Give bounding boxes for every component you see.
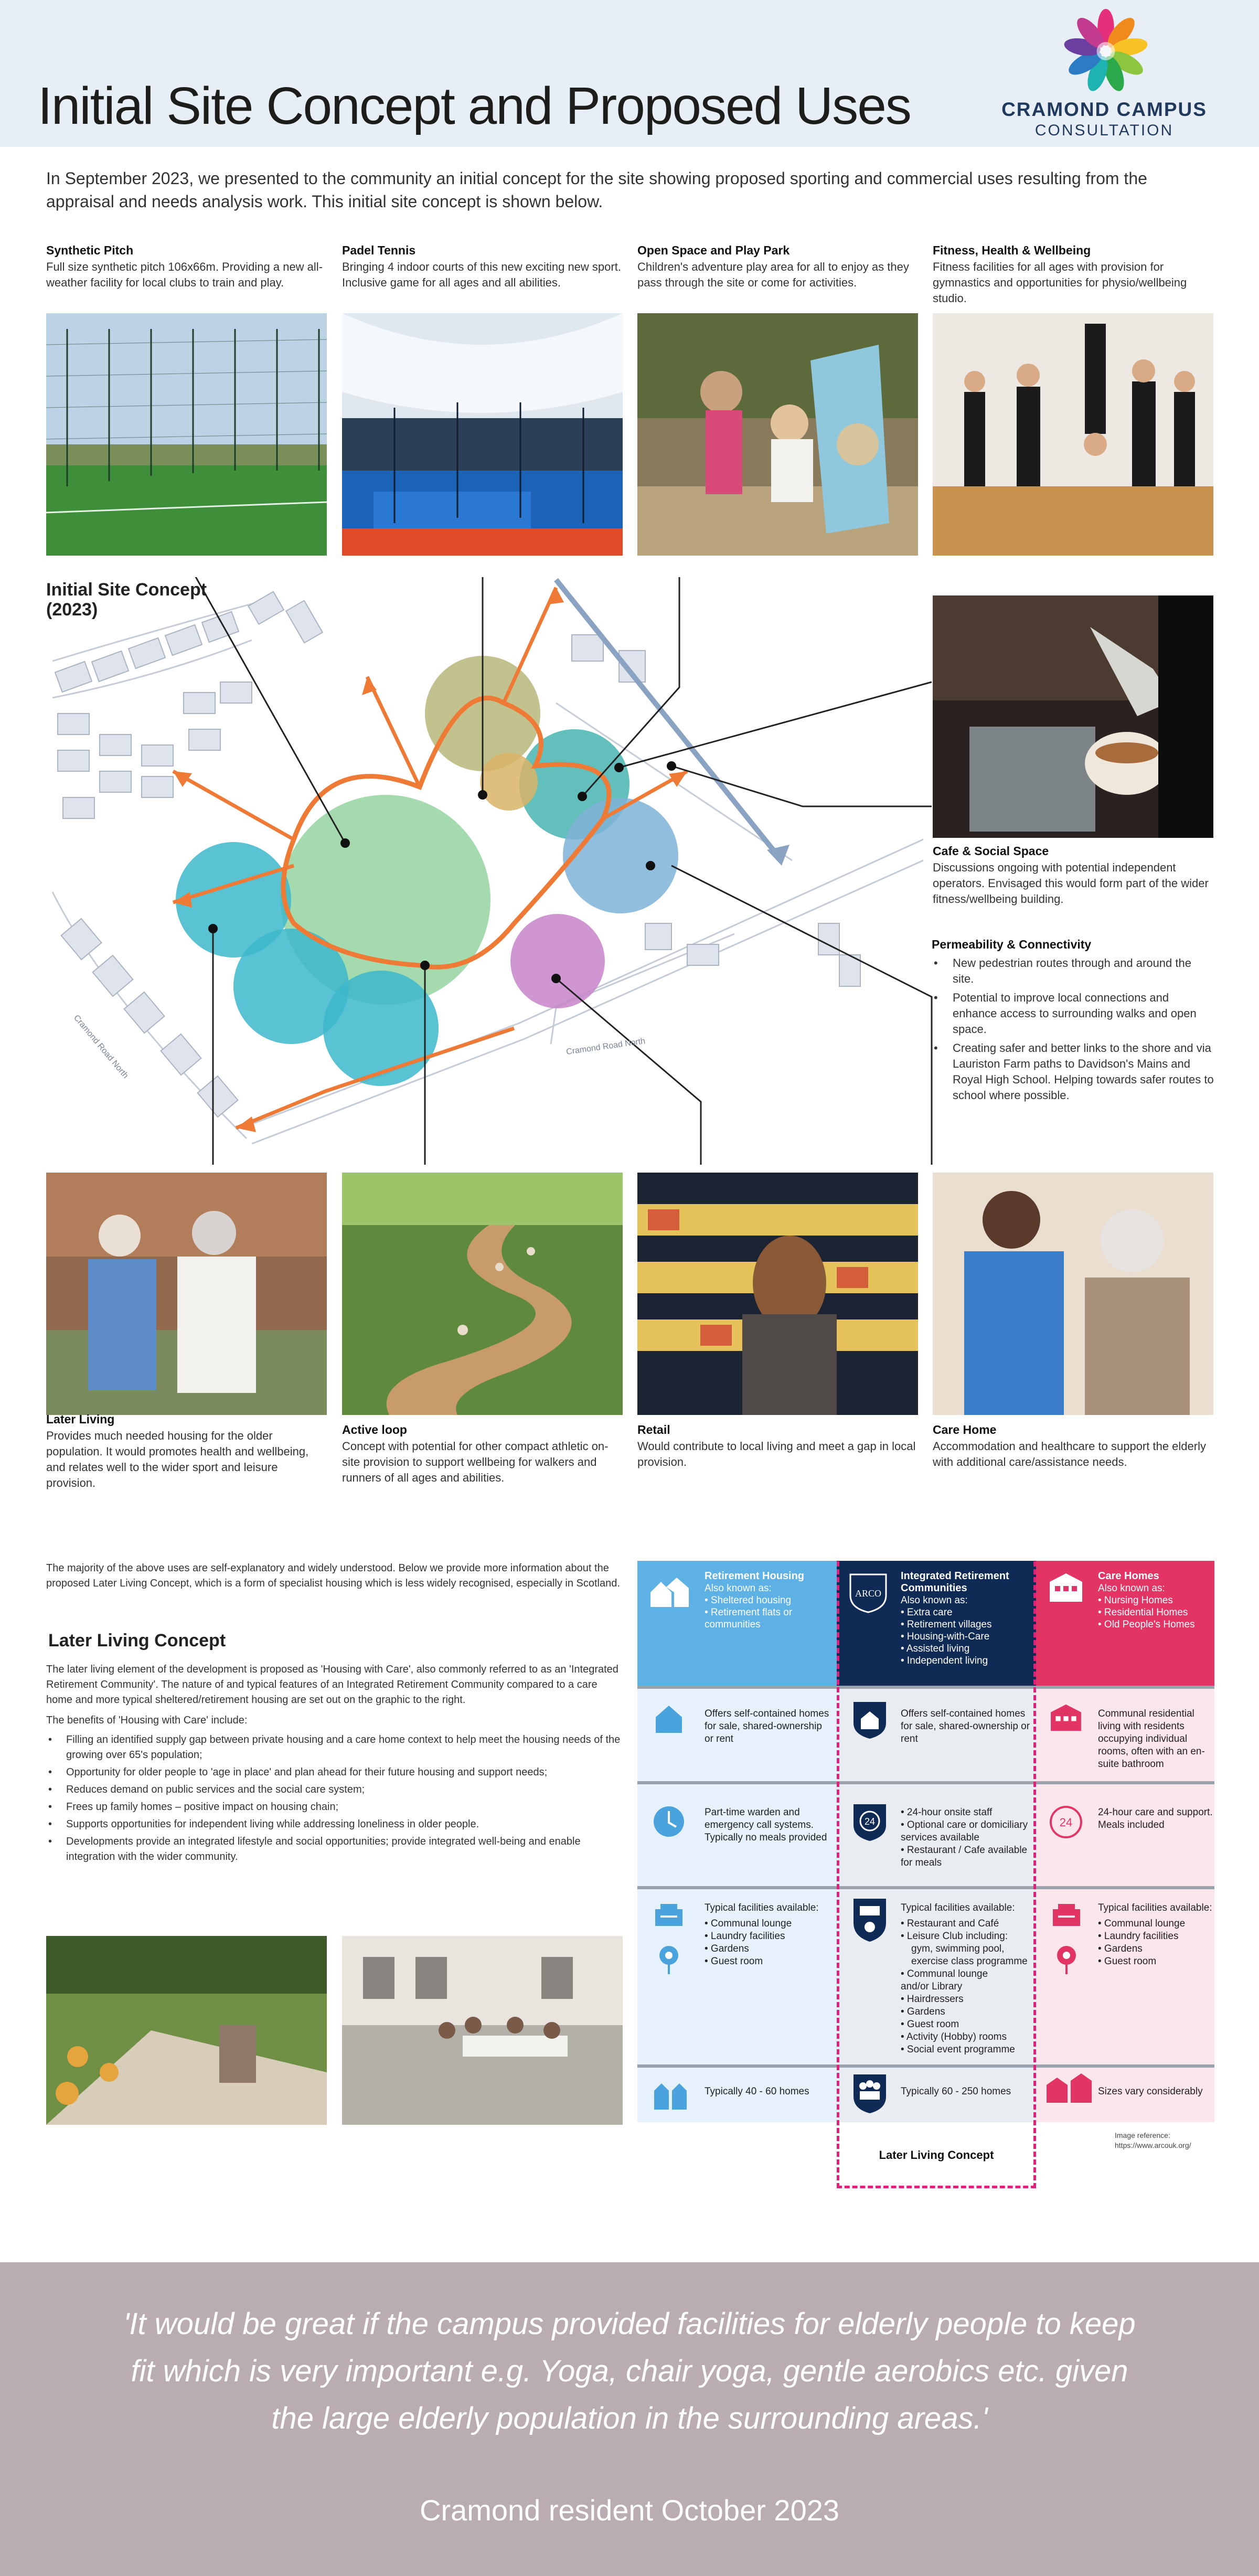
flower-logo-icon: [1056, 5, 1156, 97]
armchair-icon: [652, 1902, 686, 1928]
intro-text: In September 2023, we presented to the community an initial concept for the site showing proposed sporting and commercial uses resulting from the appraisal and needs analysis work. This initial site concept is shown below.: [46, 169, 1147, 211]
facility-item: • Social event programme: [901, 2044, 1015, 2055]
facilities-heading: Typical facilities available:: [1098, 1902, 1212, 1913]
use-text: Would contribute to local living and meet a gap in local provision.: [637, 1440, 916, 1468]
list-item: • Filling an identified supply gap between private housing and a care home context to help meet the housing needs of the growing over 65's population;: [46, 1732, 623, 1763]
list-item: • Potential to improve local connections and enhance access to surrounding walks and open space.: [932, 990, 1215, 1037]
page-title: Initial Site Concept and Proposed Uses: [38, 77, 911, 135]
quote-line: 'It would be great if the campus provided facilities for elderly people to keep: [123, 2307, 1136, 2341]
care-buildings-icon: [1045, 2072, 1093, 2104]
use-text: Concept with potential for other compact athletic on-site provision to support wellbeing for walkers and runners of all ages and abilities.: [342, 1440, 609, 1484]
column-retirement-housing: [637, 1561, 837, 2122]
column-care-homes: [1036, 1561, 1214, 2122]
column-aka: Also known as:: [705, 1583, 772, 1594]
brand-name: CRAMOND CAMPUS: [1001, 99, 1207, 120]
aka-item: • Old People's Homes: [1098, 1619, 1195, 1630]
photo-padel-tennis: [342, 313, 623, 556]
flower-icon: [654, 1944, 684, 1975]
use-text: Accommodation and healthcare to support the elderly with additional care/assistance needs.: [933, 1440, 1206, 1468]
care-building-icon: [1049, 1702, 1083, 1732]
later-living-body: [46, 1662, 623, 1867]
houses-icon: [648, 1571, 690, 1608]
concept-title-year: (2023): [46, 600, 98, 620]
use-text: Fitness facilities for all ages with provision for gymnastics and opportunities for physio/wellbeing studio.: [933, 260, 1187, 305]
aka-item: • Residential Homes: [1098, 1607, 1188, 1618]
road-label: Cramond Road North: [566, 1036, 646, 1057]
list-item: • Supports opportunities for independent living while addressing loneliness in older people.: [46, 1817, 623, 1832]
use-text: Discussions ongoing with potential independent operators. Envisaged this would form part of the wider fitness/wellbeing building.: [933, 861, 1209, 906]
photo-cafe: [933, 595, 1213, 838]
facility-item: • Guest room: [901, 2019, 959, 2030]
photo-play-park: [637, 313, 918, 556]
use-padel-tennis: [342, 242, 625, 291]
facility-item: • Communal lounge: [1098, 1918, 1186, 1929]
use-title: Fitness, Health & Wellbeing: [933, 243, 1091, 257]
later-living-title: Later Living Concept: [48, 1631, 226, 1651]
facility-item: • Gardens: [705, 1943, 749, 1954]
use-synthetic-pitch: [46, 242, 329, 291]
size-text: Typically 40 - 60 homes: [705, 2086, 809, 2097]
ownership-text: Offers self-contained homes for sale, shared-ownership or rent: [901, 1708, 1030, 1744]
use-retail: [637, 1422, 921, 1470]
facility-item: • Hairdressers: [901, 1994, 964, 2005]
later-living-para: The later living element of the development is proposed as 'Housing with Care', also commonly referred to as an 'Integrated Retirement Community'. The nature of and typical features of an Integrated Retirement Community compared to a care home and more typical sheltered/retirement housing are set out on the graphic to the right.: [46, 1664, 618, 1706]
facility-item: • Laundry facilities: [705, 1931, 785, 1942]
column-title: Retirement Housing: [705, 1570, 805, 1582]
quote-line: fit which is very important e.g. Yoga, chair yoga, gentle aerobics etc. given: [131, 2354, 1128, 2388]
brand-logo: [981, 5, 1228, 142]
use-active-loop: [342, 1422, 625, 1486]
photo-synthetic-pitch: [46, 313, 327, 556]
aka-item: • Independent living: [901, 1655, 988, 1666]
column-aka: Also known as:: [901, 1595, 968, 1606]
housing-comparison-graphic: [637, 1561, 1214, 2190]
use-later-living: [46, 1411, 329, 1491]
facilities-heading: Typical facilities available:: [901, 1902, 1015, 1913]
use-text: Children's adventure play area for all to enjoy as they pass through the site or come for activities.: [637, 260, 909, 289]
aka-item: • Retirement villages: [901, 1619, 992, 1630]
column-title: Integrated Retirement Communities: [901, 1570, 1009, 1594]
homes-icon: [652, 2075, 689, 2112]
aka-item: communities: [705, 1619, 761, 1630]
facility-item: • Gardens: [1098, 1943, 1143, 1954]
support-text: • 24-hour onsite staff • Optional care or domiciliary services available • Restaurant / Cafe available for meals: [901, 1807, 1028, 1868]
quote-attribution: Cramond resident October 2023: [420, 2494, 839, 2527]
brand-subtitle: CONSULTATION: [1034, 122, 1174, 139]
list-item: • Opportunity for older people to 'age in place' and plan ahead for their future housing and support needs;: [46, 1765, 623, 1780]
size-text: Sizes vary considerably: [1098, 2086, 1203, 2097]
svg-text:ARCO: ARCO: [855, 1588, 882, 1599]
resident-quote: [79, 2301, 1180, 2442]
photo-active-loop: [342, 1173, 623, 1415]
size-text: Typically 60 - 250 homes: [901, 2086, 1011, 2097]
road-label-west: Cramond Road North: [71, 1013, 130, 1081]
use-text: Provides much needed housing for the older population. It would promotes health and wellbeing, and relates well to the wider sport and leisure provision.: [46, 1429, 309, 1489]
facility-item: • Leisure Club including:: [901, 1931, 1008, 1942]
aka-item: • Retirement flats or: [705, 1607, 793, 1618]
support-text: Part-time warden and emergency call systems. Typically no meals provided: [705, 1807, 827, 1843]
photo-retail: [637, 1173, 918, 1415]
image-reference: Image reference: https://www.arcouk.org/: [1115, 2131, 1191, 2149]
permeability-panel: [932, 936, 1215, 1106]
aka-item: • Extra care: [901, 1607, 953, 1618]
facility-item: • Laundry facilities: [1098, 1931, 1179, 1942]
svg-text:24: 24: [1059, 1816, 1073, 1829]
24-hour-icon: [1049, 1805, 1083, 1839]
later-living-highlight: [837, 1561, 1036, 2188]
care-building-icon: [1048, 1571, 1084, 1603]
list-item: • Frees up family homes – positive impact on housing chain;: [46, 1800, 623, 1815]
facility-item: • Guest room: [1098, 1956, 1157, 1967]
use-care-home: [933, 1422, 1216, 1470]
facility-item: • Gardens: [901, 2006, 945, 2017]
photo-care-home: [933, 1173, 1213, 1415]
facilities-heading: Typical facilities available:: [705, 1902, 819, 1913]
use-text: Bringing 4 indoor courts of this new exciting new sport. Inclusive game for all ages and all abilities.: [342, 260, 621, 289]
aka-item: • Housing-with-Care: [901, 1631, 990, 1642]
use-play-park: [637, 242, 921, 291]
facility-item: gym, swimming pool,: [911, 1943, 1005, 1954]
photo-courtyard: [342, 1936, 623, 2125]
list-item: • New pedestrian routes through and around the site.: [932, 955, 1215, 987]
use-title: Cafe & Social Space: [933, 844, 1049, 858]
site-concept-map: [46, 577, 938, 1165]
use-title: Retail: [637, 1423, 670, 1436]
support-text: 24-hour care and support. Meals included: [1098, 1807, 1213, 1830]
aka-item: • Nursing Homes: [1098, 1595, 1173, 1606]
concept-title-line: Initial Site Concept: [46, 580, 207, 600]
highlight-label: Later Living Concept: [879, 2148, 994, 2162]
permeability-title: Permeability & Connectivity: [932, 938, 1092, 951]
svg-text:24: 24: [864, 1816, 876, 1827]
use-text: Full size synthetic pitch 106x66m. Providing a new all-weather facility for local clubs to train and play.: [46, 260, 323, 289]
list-item: • Creating safer and better links to the shore and via Lauriston Farm paths to Davidson's Mains and Royal High School. Helping towards safer routes to school where possible.: [932, 1040, 1215, 1103]
ownership-text: Offers self-contained homes for sale, shared-ownership or rent: [705, 1708, 829, 1744]
use-title: Active loop: [342, 1423, 407, 1436]
photo-fitness: [933, 313, 1213, 556]
ownership-text: Communal residential living with residents occupying individual rooms, often with an en-suite bathroom: [1098, 1708, 1205, 1770]
facility-item: exercise class programme: [911, 1956, 1028, 1967]
photo-garden-seating: [46, 1936, 327, 2125]
use-title: Later Living: [46, 1412, 115, 1426]
aka-item: • Assisted living: [901, 1643, 970, 1654]
use-cafe: [933, 843, 1216, 907]
use-fitness: [933, 242, 1216, 306]
facility-item: • Communal lounge: [901, 1968, 988, 1979]
list-item: • Reduces demand on public services and the social care system;: [46, 1782, 623, 1797]
flower-icon: [1052, 1944, 1081, 1975]
house-icon: [653, 1702, 685, 1734]
use-title: Care Home: [933, 1423, 997, 1436]
use-title: Synthetic Pitch: [46, 243, 134, 257]
clock-icon: [652, 1805, 686, 1838]
photo-later-living: [46, 1173, 327, 1415]
aka-item: • Sheltered housing: [705, 1595, 792, 1606]
facility-item: and/or Library: [901, 1981, 963, 1992]
lower-intro: The majority of the above uses are self-explanatory and widely understood. Below we provide more information about the proposed Later Living Concept, which is a form of specialist housing which is less widely recognised, especially in Scotland.: [46, 1562, 620, 1589]
column-title: Care Homes: [1098, 1570, 1159, 1582]
armchair-icon: [1050, 1902, 1083, 1928]
facility-item: • Guest room: [705, 1956, 763, 1967]
use-title: Padel Tennis: [342, 243, 416, 257]
facility-item: • Restaurant and Café: [901, 1918, 999, 1929]
column-aka: Also known as:: [1098, 1583, 1165, 1594]
list-item: • Developments provide an integrated lifestyle and social opportunities; provide integrated well-being and enable integration with the wider community.: [46, 1834, 623, 1865]
facility-item: • Activity (Hobby) rooms: [901, 2031, 1007, 2042]
later-living-para: The benefits of 'Housing with Care' include:: [46, 1715, 248, 1726]
quote-line: the large elderly population in the surrounding areas.': [271, 2401, 988, 2435]
use-title: Open Space and Play Park: [637, 243, 790, 257]
facility-item: • Communal lounge: [705, 1918, 792, 1929]
